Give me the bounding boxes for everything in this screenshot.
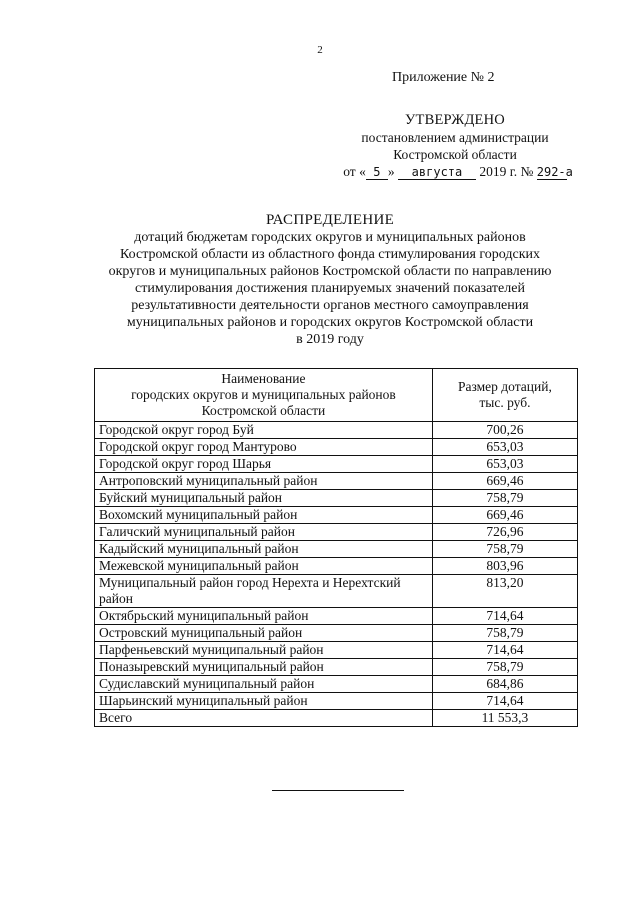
table-row bbox=[95, 575, 578, 608]
header-line: Размер дотаций, bbox=[458, 379, 552, 394]
header-line: Наименование bbox=[221, 371, 306, 386]
row-amount: 758,79 bbox=[432, 659, 577, 676]
row-amount: 700,26 bbox=[432, 422, 577, 439]
row-name: Парфеньевский муниципальный район bbox=[95, 642, 433, 659]
header-line: тыс. руб. bbox=[479, 395, 531, 410]
approval-line-1: постановлением администрации bbox=[361, 130, 549, 145]
row-amount: 758,79 bbox=[432, 625, 577, 642]
row-name: Городской округ город Мантурово bbox=[95, 439, 433, 456]
row-amount: 669,46 bbox=[432, 473, 577, 490]
appendix-label: Приложение № 2 bbox=[392, 70, 495, 85]
total-label: Всего bbox=[95, 710, 433, 727]
table-row bbox=[95, 642, 578, 659]
table-row bbox=[95, 693, 578, 710]
table-total-row bbox=[95, 710, 578, 727]
row-name: Октябрьский муниципальный район bbox=[95, 608, 433, 625]
table-row bbox=[95, 524, 578, 541]
title-line: стимулирования достижения планируемых значений показателей bbox=[135, 281, 525, 296]
table-row bbox=[95, 558, 578, 575]
title-line: муниципальных районов и городских округов Костромской области bbox=[126, 315, 534, 330]
table-row bbox=[95, 676, 578, 693]
table-row bbox=[95, 439, 578, 456]
row-name: Городской округ город Шарья bbox=[95, 456, 433, 473]
title-line: округов и муниципальных районов Костромской области по направлению bbox=[108, 264, 552, 279]
approved-stamp-text: УТВЕРЖДЕНО bbox=[405, 112, 505, 128]
distribution-table bbox=[94, 368, 578, 727]
title-line: в 2019 году bbox=[296, 332, 364, 347]
approval-line-2: Костромской области bbox=[393, 147, 517, 162]
table-row bbox=[95, 541, 578, 558]
table-row bbox=[95, 473, 578, 490]
table-row bbox=[95, 490, 578, 507]
row-amount: 726,96 bbox=[432, 524, 577, 541]
date-prefix: от « bbox=[343, 164, 366, 179]
row-name: Островский муниципальный район bbox=[95, 625, 433, 642]
row-name: Антроповский муниципальный район bbox=[95, 473, 433, 490]
table-row bbox=[95, 422, 578, 439]
date-year: 2019 г. № bbox=[479, 164, 534, 179]
row-name: Поназыревский муниципальный район bbox=[95, 659, 433, 676]
table-row bbox=[95, 659, 578, 676]
row-amount: 714,64 bbox=[432, 693, 577, 710]
row-name: Межевской муниципальный район bbox=[95, 558, 433, 575]
row-name: Судиславский муниципальный район bbox=[95, 676, 433, 693]
row-name: Галичский муниципальный район bbox=[95, 524, 433, 541]
row-name: Муниципальный район город Нерехта и Нерехтский район bbox=[95, 575, 433, 608]
date-month: августа bbox=[398, 165, 476, 180]
approval-block bbox=[330, 112, 580, 180]
row-amount: 653,03 bbox=[432, 456, 577, 473]
row-amount: 653,03 bbox=[432, 439, 577, 456]
end-divider-line bbox=[272, 790, 404, 791]
document-number: 292-а bbox=[536, 165, 573, 179]
row-amount: 714,64 bbox=[432, 608, 577, 625]
table-row bbox=[95, 456, 578, 473]
approval-date-line bbox=[330, 163, 580, 180]
row-amount: 684,86 bbox=[432, 676, 577, 693]
table-row bbox=[95, 507, 578, 524]
title-line: дотаций бюджетам городских округов и муниципальных районов bbox=[134, 230, 526, 245]
table-row bbox=[95, 625, 578, 642]
row-amount: 803,96 bbox=[432, 558, 577, 575]
title-line: Костромской области из областного фонда стимулирования городских bbox=[119, 247, 541, 262]
document-heading: РАСПРЕДЕЛЕНИЕ bbox=[265, 212, 395, 228]
table-row bbox=[95, 608, 578, 625]
page-number: 2 bbox=[317, 44, 323, 56]
row-name: Буйский муниципальный район bbox=[95, 490, 433, 507]
row-amount: 813,20 bbox=[432, 575, 577, 608]
date-day: 5 bbox=[366, 165, 388, 180]
row-name: Городской округ город Буй bbox=[95, 422, 433, 439]
date-mid: » bbox=[387, 164, 395, 179]
row-amount: 758,79 bbox=[432, 541, 577, 558]
header-line: городских округов и муниципальных районов bbox=[131, 387, 396, 402]
row-name: Кадыйский муниципальный район bbox=[95, 541, 433, 558]
document-title-block bbox=[90, 212, 570, 348]
name-column-header bbox=[95, 369, 433, 422]
header-line: Костромской области bbox=[201, 403, 326, 418]
row-amount: 714,64 bbox=[432, 642, 577, 659]
amount-column-header bbox=[432, 369, 577, 422]
row-name: Шарьинский муниципальный район bbox=[95, 693, 433, 710]
total-amount: 11 553,3 bbox=[432, 710, 577, 727]
row-name: Вохомский муниципальный район bbox=[95, 507, 433, 524]
row-amount: 669,46 bbox=[432, 507, 577, 524]
table-header-row bbox=[95, 369, 578, 422]
row-amount: 758,79 bbox=[432, 490, 577, 507]
title-line: результативности деятельности органов местного самоуправления bbox=[131, 298, 529, 313]
